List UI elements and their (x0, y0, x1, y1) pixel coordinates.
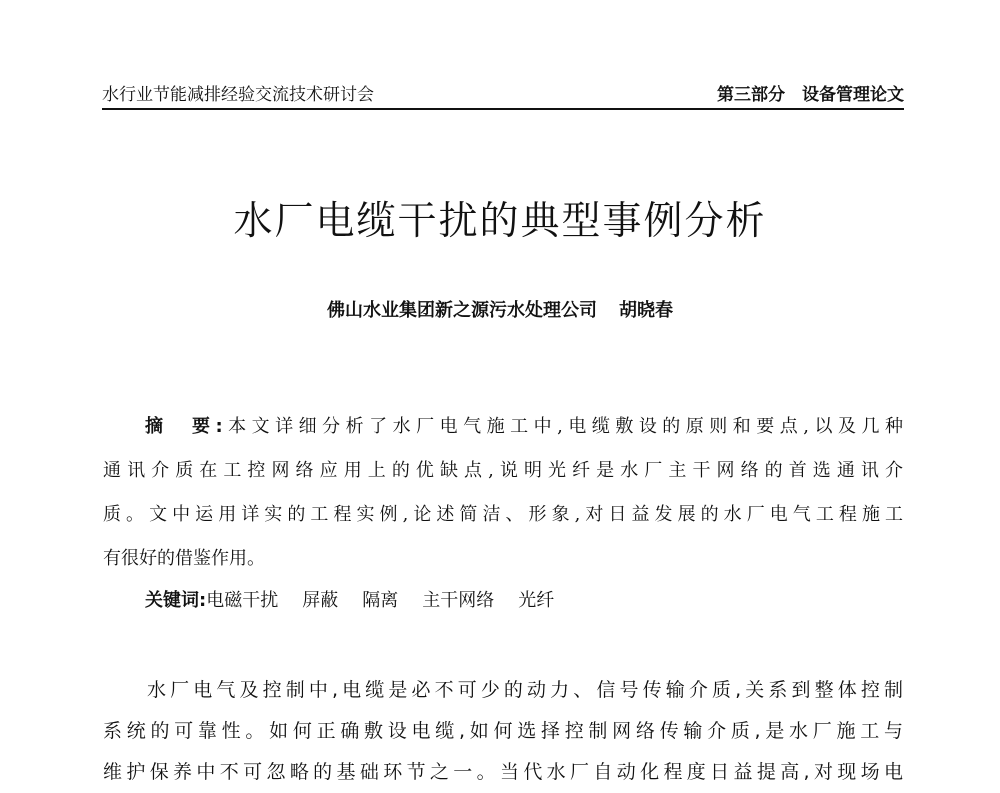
abstract-line (103, 405, 903, 449)
author-line (0, 296, 1000, 322)
abstract (103, 405, 903, 581)
abstract-label: 摘 要: (145, 416, 223, 437)
abstract-line: 质。文中运用详实的工程实例,论述简洁、形象,对日益发展的水厂电气工程施工 (103, 504, 903, 525)
keyword-item: 光纤 (518, 590, 555, 611)
keyword-item: 主干网络 (422, 590, 495, 611)
body-line: 水厂电气及控制中,电缆是必不可少的动力、信号传输介质,关系到整体控制 (147, 679, 903, 701)
paper-title: 水厂电缆干扰的典型事例分析 (233, 199, 767, 244)
body-line: 维护保养中不可忽略的基础环节之一。当代水厂自动化程度日益提高,对现场电 (103, 761, 903, 783)
keywords-label: 关键词: (145, 590, 207, 611)
keywords (145, 586, 578, 612)
keyword-item: 屏蔽 (302, 590, 339, 611)
running-header-conference: 水行业节能减排经验交流技术研讨会 (102, 85, 374, 105)
keyword-item: 隔离 (362, 590, 399, 611)
keyword-item: 电磁干扰 (206, 590, 279, 611)
body-paragraph (103, 670, 903, 793)
author-affiliation: 佛山水业集团新之源污水处理公司 (327, 300, 597, 321)
abstract-line: 通讯介质在工控网络应用上的优缺点,说明光纤是水厂主干网络的首选通讯介 (103, 460, 903, 481)
author-name: 胡晓春 (619, 300, 673, 321)
running-header (102, 78, 904, 110)
abstract-line: 有很好的借鉴作用。 (103, 548, 265, 569)
body-line: 系统的可靠性。如何正确敷设电缆,如何选择控制网络传输介质,是水厂施工与 (103, 720, 903, 742)
abstract-text: 本文详细分析了水厂电气施工中,电缆敷设的原则和要点,以及几种 (222, 416, 903, 437)
running-header-section: 第三部分 设备管理论文 (717, 85, 904, 105)
